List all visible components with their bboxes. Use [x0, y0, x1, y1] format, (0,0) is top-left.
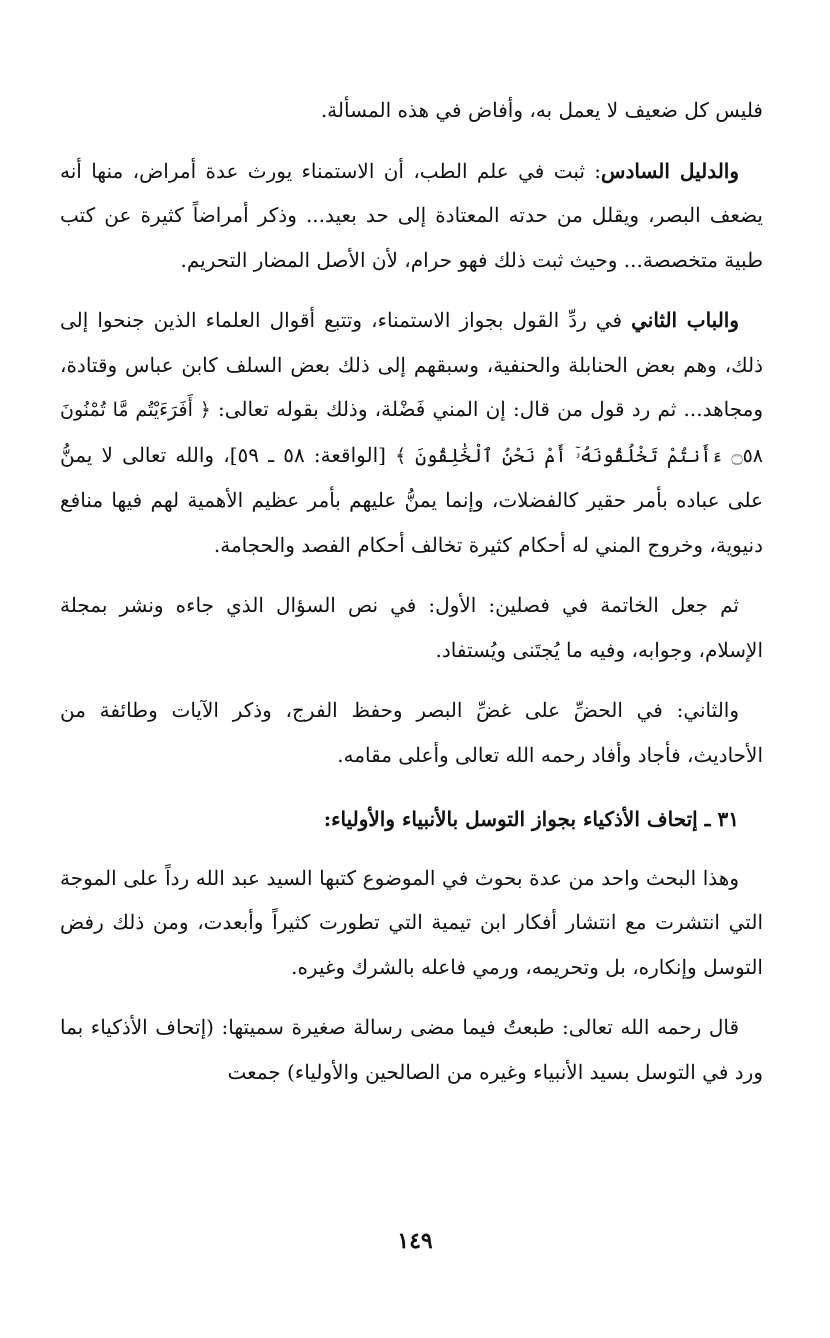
paragraph-text: قال رحمه الله تعالى: طبعتُ فيما مضى رسالة صغيرة سميتها: (إتحاف الأذكياء بما ورد في التوسل بسيد الأنبياء وغيره من الصالحين والأولياء) جمعت: [60, 1015, 763, 1084]
paragraph-conclusion-first: [60, 583, 763, 672]
paragraph-text: وهذا البحث واحد من عدة بحوث في الموضوع كتبها السيد عبد الله رداً على الموجة التي انتشرت مع انتشار أفكار ابن تيمية التي تطورت كثيراً وأبعدت، ومن ذلك رفض التوسل وإنكاره، بل وتحريمه، ورمي فاعله بالشرك وغيره.: [60, 865, 763, 979]
paragraph-lead: والدليل السادس: [601, 158, 740, 183]
paragraph-text: والثاني: في الحضِّ على غضِّ البصر وحفظ الفرج، وذكر الآيات وطائفة من الأحاديث، فأجاد وأفاد رحمه الله تعالى وأعلى مقامه.: [60, 698, 763, 767]
page-body: [0, 88, 830, 1110]
quran-verse: ﴿ أَفَرَءَيْتُم مَّا تُمْنُونَ ۝٥٨ ءَأَنتُمْ تَخْلُقُونَهُۥٓ أَمْ نَحْنُ ٱلْخَٰلِقُونَ ﴾: [60, 399, 764, 467]
paragraph-text: [الواقعة: ٥٨ ـ ٥٩]، والله تعالى لا يمنُّ على عباده بأمر حقير كالفضلات، وإنما يمنُّ عليهم بأمر عظيم الأهمية لهم فيها منافع دنيوية، وخروج المني له أحكام كثيرة تخالف أحكام الفصد والحجامة.: [60, 442, 763, 557]
paragraph-lead: والباب الثاني: [631, 308, 740, 332]
paragraph-sixth-evidence: [60, 149, 763, 283]
paragraph-second-chapter: [60, 298, 763, 567]
paragraph-text: في ردِّ القول بجواز الاستمناء، وتتبع أقوال العلماء الذين جنحوا إلى ذلك، وهم بعض الحنابلة والحنفية، وسبقهم إلى ذلك بعض السلف كابن عباس وقتادة، ومجاهد... ثم رد قول من قال: إن المني فَضْلة، وذلك بقوله تعالى:: [60, 308, 764, 421]
paragraph-conclusion-second: [60, 688, 763, 777]
paragraph-research-intro: [60, 856, 763, 990]
page-number: ١٤٩: [397, 1228, 433, 1254]
paragraph-text: فليس كل ضعيف لا يعمل به، وأفاض في هذه المسألة.: [320, 98, 763, 122]
paragraph-text: ثم جعل الخاتمة في فصلين: الأول: في نص السؤال الذي جاءه ونشر بمجلة الإسلام، وجوابه، وفيه ما يُجتَنى ويُستفاد.: [60, 593, 763, 662]
paragraph-quote-start: [60, 1005, 763, 1094]
paragraph-text: : ثبت في علم الطب، أن الاستمناء يورث عدة أمراض، منها أنه يضعف البصر، ويقلل من حدته المعتادة إلى حد بعيد... وذكر أمراضاً كثيرة عن كتب طبية متخصصة... وحيث ثبت ذلك فهو حرام، لأن الأصل المضار التحريم.: [60, 158, 763, 272]
paragraph-continuation: [60, 88, 763, 133]
section-heading: ٣١ ـ إتحاف الأذكياء بجواز التوسل بالأنبياء والأولياء:: [323, 807, 739, 831]
